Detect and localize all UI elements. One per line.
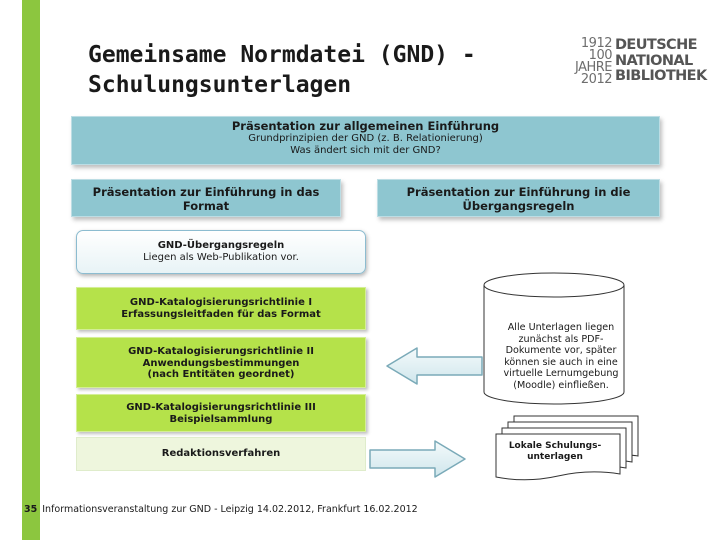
kr2-line1: GND-Katalogisierungsrichtlinie II [128,346,314,357]
box-allgemeine-line2: Was ändert sich mit der GND? [290,145,441,156]
kr2-line2: Anwendungsbestimmungen [142,357,300,369]
logo-jahre: JAHRE [574,60,612,75]
slide-footer [24,504,418,515]
logo-name-line-2: NATIONAL [615,52,693,69]
documents-line-2: unterlagen [527,452,583,462]
kr3-line2: Beispielsammlung [169,413,273,425]
arrow-right-icon [370,441,465,477]
box-uebergang-line2: Übergangsregeln [462,199,575,213]
box-allgemeine-title: Präsentation zur allgemeinen Einführung [231,119,500,133]
documents-line-1: Lokale Schulungs- [508,441,602,451]
gnd-uebergang-sub: Liegen als Web-Publikation vor. [143,251,299,263]
cylinder-line-5: virtuelle Lernumgebung [503,368,619,380]
arrow-left-icon [387,348,482,384]
cylinder-line-4: können sie auch in eine [504,356,618,368]
kr1-line2: Erfassungsleitfaden für das Format [121,308,321,320]
box-format-line2: Format [182,199,230,213]
box-allgemeine-line1: Grundprinzipien der GND (z. B. Relationierung) [248,133,483,144]
cylinder-line-3: Dokumente vor, später [505,345,617,357]
logo-year-start: 1912 [580,36,612,51]
box-uebergang-line1: Präsentation zur Einführung in die [406,185,631,199]
title-line-1: Gemeinsame Normdatei (GND) - [88,42,476,68]
redaktion-label: Redaktionsverfahren [161,448,281,459]
cylinder-text [498,322,624,392]
kr3-line1: GND-Katalogisierungsrichtlinie III [126,402,316,413]
cylinder-line-1: Alle Unterlagen liegen [507,322,615,333]
logo-year-end: 2012 [580,72,612,87]
logo-name-line-3: BIBLIOTHEK [615,68,707,84]
logo-year-count: 100 [588,48,612,63]
box-format-line1: Präsentation zur Einführung in das [92,185,320,199]
footer-text: Informationsveranstaltung zur GND - Leipzig 14.02.2012, Frankfurt 16.02.2012 [42,504,418,515]
logo-name-line-1: DEUTSCHE [615,37,697,53]
kr2-line3: (nach Entitäten geordnet) [147,369,295,380]
title-line-2: Schulungsunterlagen [88,72,352,98]
documents-text [505,441,605,463]
page-number: 35 [24,504,38,515]
kr1-line1: GND-Katalogisierungsrichtlinie I [129,297,313,308]
gnd-uebergang-title: GND-Übergangsregeln [157,240,285,251]
cylinder-line-2: zunächst als PDF- [518,333,604,345]
cylinder-line-6: (Moodle) einfließen. [513,379,609,391]
